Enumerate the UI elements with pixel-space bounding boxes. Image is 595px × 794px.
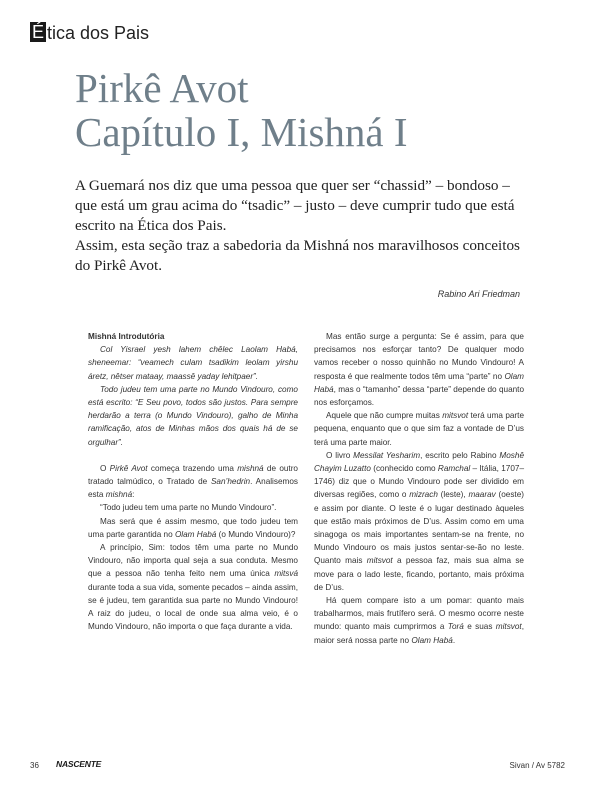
title-line-1: Pirkê Avot <box>75 65 249 111</box>
body-paragraph: Mas será que é assim mesmo, que todo judeu tem uma parte garantida no Olam Habá (o Mundo Vindouro)? <box>88 516 298 539</box>
body-paragraph: “Todo judeu tem uma parte no Mundo Vindouro”. <box>100 503 277 513</box>
right-column <box>314 330 524 647</box>
title-line-2: Capítulo I, Mishná I <box>75 109 408 155</box>
intro <box>75 176 535 276</box>
left-column <box>88 330 298 633</box>
intro-paragraph-2: Assim, esta seção traz a sabedoria da Mishná nos maravilhosos conceitos do Pirkê Avot. <box>75 237 520 274</box>
mishna-hebrew-text: Col Yisrael yesh lahem chêlec Laolam Habá, sheneemar: “veamech culam tsadikim leolam yirshu áretz, nêtser mataay, maassê yaday lehitpaer”. <box>88 345 298 381</box>
author-credit: Rabino Ari Friedman <box>437 289 520 299</box>
section-header <box>30 20 149 42</box>
issue-date: Sivan / Av 5782 <box>509 761 565 770</box>
mishna-translation: Todo judeu tem uma parte no Mundo Vindouro, como está escrito: “E Seu povo, todos são justos. Para sempre herdarão a terra (o Mundo Vindouro), galho de Minha ramificação, atos de Minhas mãos dos quais há de se orgulhar”. <box>88 384 298 447</box>
body-paragraph: O Pirkê Avot começa trazendo uma mishná de outro tratado talmúdico, o Tratado de San’hedrin. Analisemos esta mishná: <box>88 463 298 500</box>
page-number: 36 <box>30 761 39 770</box>
body-paragraph: A princípio, Sim: todos têm uma parte no Mundo Vindouro, não importa qual seja a sua conduta. Mesmo que a pessoa não tenha feito nem uma única mitsvá durante toda a sua vida, somente pecados – ainda assim, se é judeu, tem garantida sua parte no Mundo Vindouro! A raiz do judeu, o local de onde sua alma veio, é o Mundo Vindouro, não importa o que faça durante a vida. <box>88 543 298 632</box>
body-paragraph: O livro Messilat Yesharim, escrito pelo Rabino Moshê Chayim Luzatto (conhecido como Ramchal – Itália, 1707–1746) diz que o Mundo Vindouro pode ser dividido em diversas regiões, como o mizrach (leste), maarav (oeste) e assim por diante. O leste é o lugar destinado àqueles que estão mais próximos de D’us. Assim como em uma sinagoga os mais importantes sentam-se na frente, no Mundo Vindouro os mais justos sentar-se-ão no leste. Quanto mais mitsvot a pessoa faz, mais sua alma se move para o lado leste, ficando, portanto, mais próxima de D’us. <box>314 450 525 592</box>
magazine-logo: NASCENTE <box>56 759 102 769</box>
mishna-title: Mishná Introdutória <box>88 332 165 341</box>
intro-paragraph-1: A Guemará nos diz que uma pessoa que quer ser “chassid” – bondoso – que está um grau acima do “tsadic” – justo – deve cumprir tudo que está escrito na Ética dos Pais. <box>75 177 515 234</box>
body-paragraph: Aquele que não cumpre muitas mitsvot terá uma parte pequena, enquanto que o que sim faz a vontade de D’us terá uma parte maior. <box>314 411 524 447</box>
section-name: tica dos Pais <box>47 23 150 43</box>
section-initial: É <box>31 22 44 42</box>
body-paragraph: Há quem compare isto a um pomar: quanto mais trabalharmos, mais frutífero será. O mesmo ocorre neste mundo: quanto mais cumprirmos a Torá e suas mitsvot, maior será nossa parte no Olam Habá. <box>314 596 524 645</box>
article-title <box>75 66 555 154</box>
body-paragraph: Mas então surge a pergunta: Se é assim, para que precisamos nos esforçar tanto? De qualquer modo vamos receber o nosso quinhão no Mundo Vindouro! A resposta é que realmente todos têm uma “parte” no Olam Habá, mas o “tamanho” dessa “parte” depende do quanto nos esforçamos. <box>314 332 524 408</box>
